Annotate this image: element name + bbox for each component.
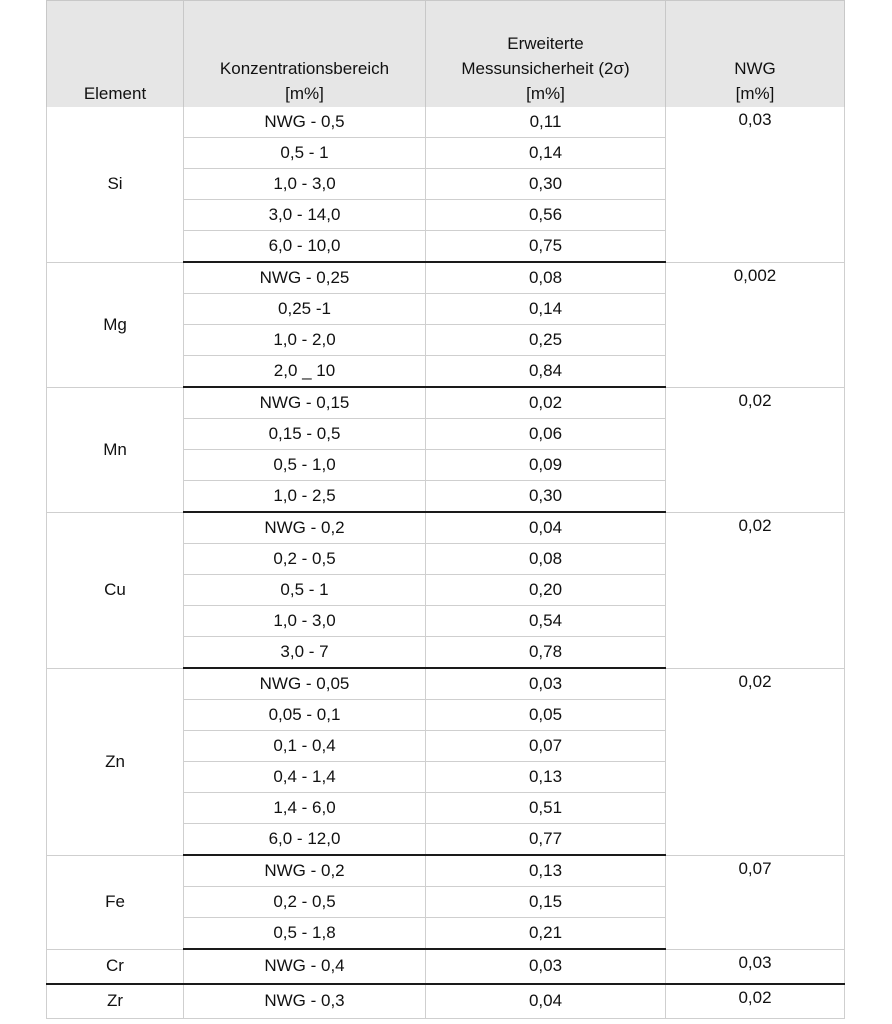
range-cell: 0,1 - 0,4 [184, 731, 426, 762]
range-cell: 2,0 _ 10 [184, 356, 426, 388]
range-cell: 6,0 - 12,0 [184, 824, 426, 856]
range-cell: 1,0 - 2,5 [184, 481, 426, 513]
uncertainty-cell: 0,07 [426, 731, 666, 762]
uncertainty-cell: 0,77 [426, 824, 666, 856]
table-row [47, 512, 845, 544]
element-cell: Zr [47, 984, 184, 1019]
range-cell: 0,05 - 0,1 [184, 700, 426, 731]
table-header [47, 1, 845, 108]
nwg-cell: 0,02 [666, 984, 845, 1019]
element-cell: Mg [47, 262, 184, 387]
uncertainty-cell: 0,05 [426, 700, 666, 731]
element-cell: Fe [47, 855, 184, 949]
range-cell: NWG - 0,2 [184, 855, 426, 887]
range-cell: 0,2 - 0,5 [184, 544, 426, 575]
range-cell: 0,4 - 1,4 [184, 762, 426, 793]
element-cell: Cu [47, 512, 184, 668]
uncertainty-cell: 0,30 [426, 169, 666, 200]
range-cell: 0,5 - 1,0 [184, 450, 426, 481]
uncertainty-cell: 0,14 [426, 294, 666, 325]
range-cell: 0,15 - 0,5 [184, 419, 426, 450]
element-cell: Zn [47, 668, 184, 855]
uncertainty-cell: 0,06 [426, 419, 666, 450]
uncertainty-cell: 0,21 [426, 918, 666, 950]
range-cell: 1,0 - 2,0 [184, 325, 426, 356]
nwg-cell: 0,07 [666, 855, 845, 949]
range-cell: NWG - 0,5 [184, 107, 426, 138]
uncertainty-cell: 0,09 [426, 450, 666, 481]
uncertainty-cell: 0,02 [426, 387, 666, 419]
uncertainty-cell: 0,20 [426, 575, 666, 606]
uncertainty-cell: 0,04 [426, 984, 666, 1019]
table-row [47, 262, 845, 294]
table-body [47, 107, 845, 1018]
header-nwg: NWG [m%] [666, 1, 845, 108]
uncertainty-cell: 0,56 [426, 200, 666, 231]
range-cell: 1,0 - 3,0 [184, 169, 426, 200]
range-cell: 1,0 - 3,0 [184, 606, 426, 637]
table-row [47, 855, 845, 887]
range-cell: NWG - 0,05 [184, 668, 426, 700]
header-uncertainty: Erweiterte Messunsicherheit (2σ) [m%] [426, 1, 666, 108]
uncertainty-cell: 0,84 [426, 356, 666, 388]
table-row [47, 668, 845, 700]
range-cell: 3,0 - 7 [184, 637, 426, 669]
table-row [47, 107, 845, 138]
uncertainty-cell: 0,11 [426, 107, 666, 138]
range-cell: 0,5 - 1,8 [184, 918, 426, 950]
uncertainty-table [46, 0, 845, 1019]
uncertainty-cell: 0,54 [426, 606, 666, 637]
nwg-cell: 0,02 [666, 512, 845, 668]
uncertainty-cell: 0,15 [426, 887, 666, 918]
nwg-cell: 0,02 [666, 668, 845, 855]
uncertainty-cell: 0,03 [426, 668, 666, 700]
range-cell: 0,5 - 1 [184, 138, 426, 169]
range-cell: NWG - 0,25 [184, 262, 426, 294]
uncertainty-cell: 0,08 [426, 262, 666, 294]
uncertainty-cell: 0,78 [426, 637, 666, 669]
header-element: Element [47, 1, 184, 108]
range-cell: 0,2 - 0,5 [184, 887, 426, 918]
nwg-cell: 0,002 [666, 262, 845, 387]
nwg-cell: 0,03 [666, 107, 845, 262]
element-cell: Cr [47, 949, 184, 984]
nwg-cell: 0,03 [666, 949, 845, 984]
uncertainty-cell: 0,04 [426, 512, 666, 544]
range-cell: 3,0 - 14,0 [184, 200, 426, 231]
range-cell: 1,4 - 6,0 [184, 793, 426, 824]
uncertainty-cell: 0,14 [426, 138, 666, 169]
range-cell: 0,25 -1 [184, 294, 426, 325]
range-cell: NWG - 0,3 [184, 984, 426, 1019]
range-cell: NWG - 0,15 [184, 387, 426, 419]
uncertainty-cell: 0,30 [426, 481, 666, 513]
uncertainty-cell: 0,75 [426, 231, 666, 263]
range-cell: 6,0 - 10,0 [184, 231, 426, 263]
uncertainty-cell: 0,08 [426, 544, 666, 575]
uncertainty-cell: 0,13 [426, 762, 666, 793]
header-range: Konzentrationsbereich [m%] [184, 1, 426, 108]
table-row [47, 949, 845, 984]
nwg-cell: 0,02 [666, 387, 845, 512]
range-cell: NWG - 0,4 [184, 949, 426, 984]
table-row [47, 984, 845, 1019]
table-row [47, 387, 845, 419]
element-cell: Si [47, 107, 184, 262]
uncertainty-cell: 0,13 [426, 855, 666, 887]
range-cell: 0,5 - 1 [184, 575, 426, 606]
range-cell: NWG - 0,2 [184, 512, 426, 544]
uncertainty-cell: 0,03 [426, 949, 666, 984]
element-cell: Mn [47, 387, 184, 512]
uncertainty-cell: 0,51 [426, 793, 666, 824]
uncertainty-cell: 0,25 [426, 325, 666, 356]
